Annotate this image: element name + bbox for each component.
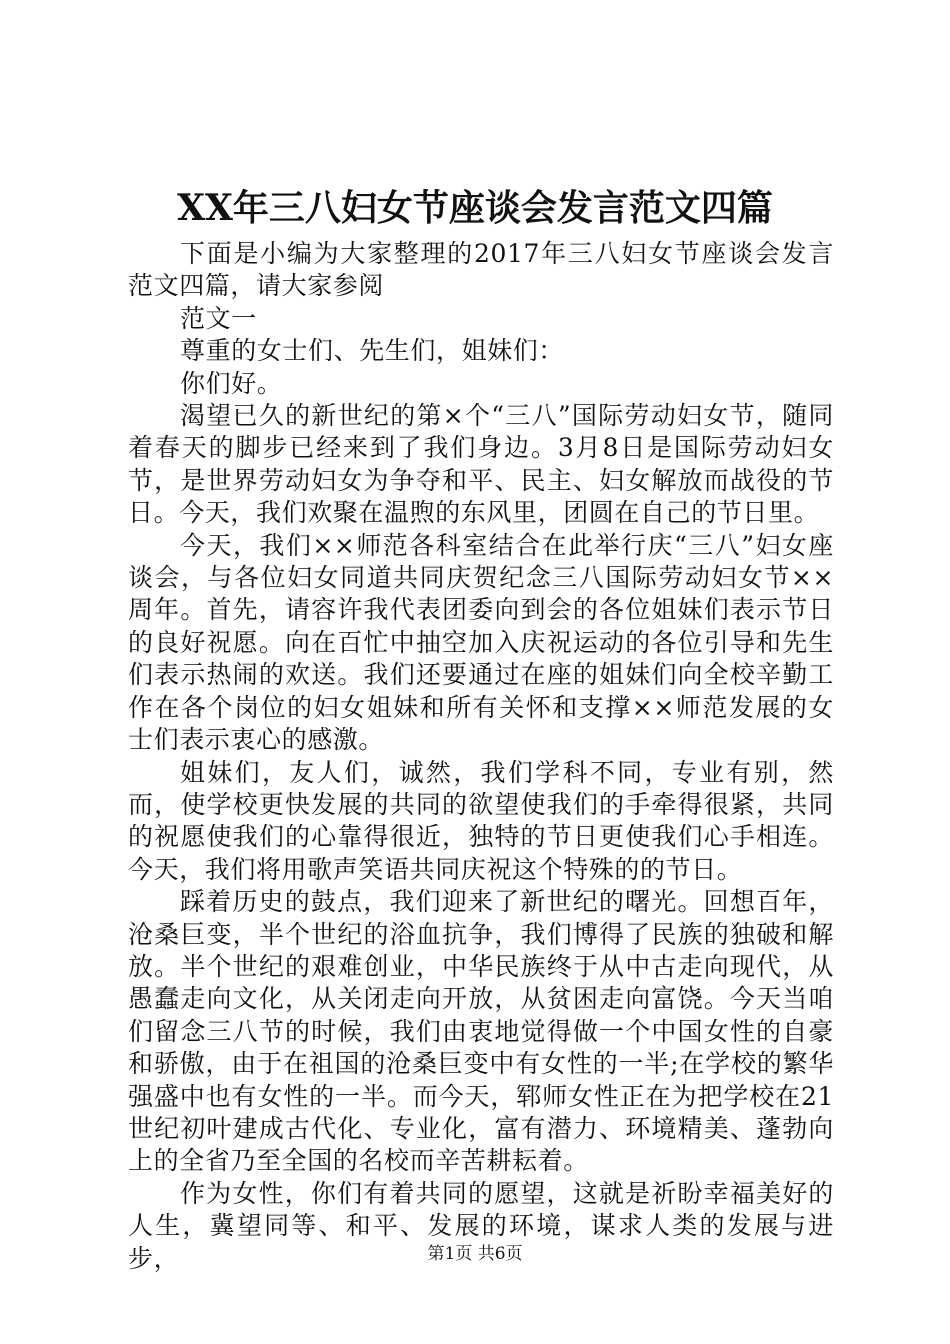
body-paragraph: 今天，我们××师范各科室结合在此举行庆“三八”妇女座谈会，与各位妇女同道共同庆贺纪念三八国际劳动妇女节××周年。首先，请容许我代表团委向到会的各位姐妹们表示节日的良好祝愿。向在百忙中抽空加入庆祝运动的各位引导和先生们表示热闹的欢送。我们还要通过在座的姐妹们向全校辛勤工作在各个岗位的妇女姐妹和所有关怀和支撑××师范发展的女士们表示衷心的感激。 <box>128 530 834 755</box>
page-footer: 第1页 共6页 <box>427 1244 523 1264</box>
body-paragraph: 姐妹们，友人们，诚然，我们学科不同，专业有别，然而，使学校更快发展的共同的欲望使我们的手牵得很紧，共同的祝愿使我们的心靠得很近，独特的节日更使我们心手相连。今天，我们将用歌声笑语共同庆祝这个特殊的的节日。 <box>128 757 834 884</box>
body-paragraph: 渴望已久的新世纪的第×个“三八”国际劳动妇女节，随同着春天的脚步已经来到了我们身边。3月8日是国际劳动妇女节，是世界劳动妇女为争夺和平、民主、妇女解放而战役的节日。今天，我们欢聚在温煦的东风里，团圆在自己的节日里。 <box>128 401 834 528</box>
greeting: 你们好。 <box>180 368 283 398</box>
document-body <box>128 238 834 1275</box>
intro-paragraph: 下面是小编为大家整理的2017年三八妇女节座谈会发言范文四篇，请大家参阅 <box>128 239 834 301</box>
body-paragraph: 踩着历史的鼓点，我们迎来了新世纪的曙光。回想百年，沧桑巨变，半个世纪的浴血抗争，我们博得了民族的独破和解放。半个世纪的艰难创业，中华民族终于从中古走向现代，从愚蠢走向文化，从关闭走向开放，从贫困走向富饶。今天当咱们留念三八节的时候，我们由衷地觉得做一个中国女性的自豪和骄傲，由于在祖国的沧桑巨变中有女性的一半;在学校的繁华强盛中也有女性的一半。而今天，郓师女性正在为把学校在21世纪初叶建成古代化、专业化，富有潜力、环境精美、蓬勃向上的全省乃至全国的名校而辛苦耕耘着。 <box>128 887 834 1176</box>
salutation: 尊重的女士们、先生们，姐妹们： <box>180 336 565 366</box>
body-paragraph: 作为女性，你们有着共同的愿望，这就是祈盼幸福美好的人生，冀望同等、和平、发展的环境，谋求人类的发展与进步， <box>128 1178 834 1273</box>
document-title: XX年三八妇女节座谈会发言范文四篇 <box>177 187 773 229</box>
section-heading: 范文一 <box>180 303 257 333</box>
